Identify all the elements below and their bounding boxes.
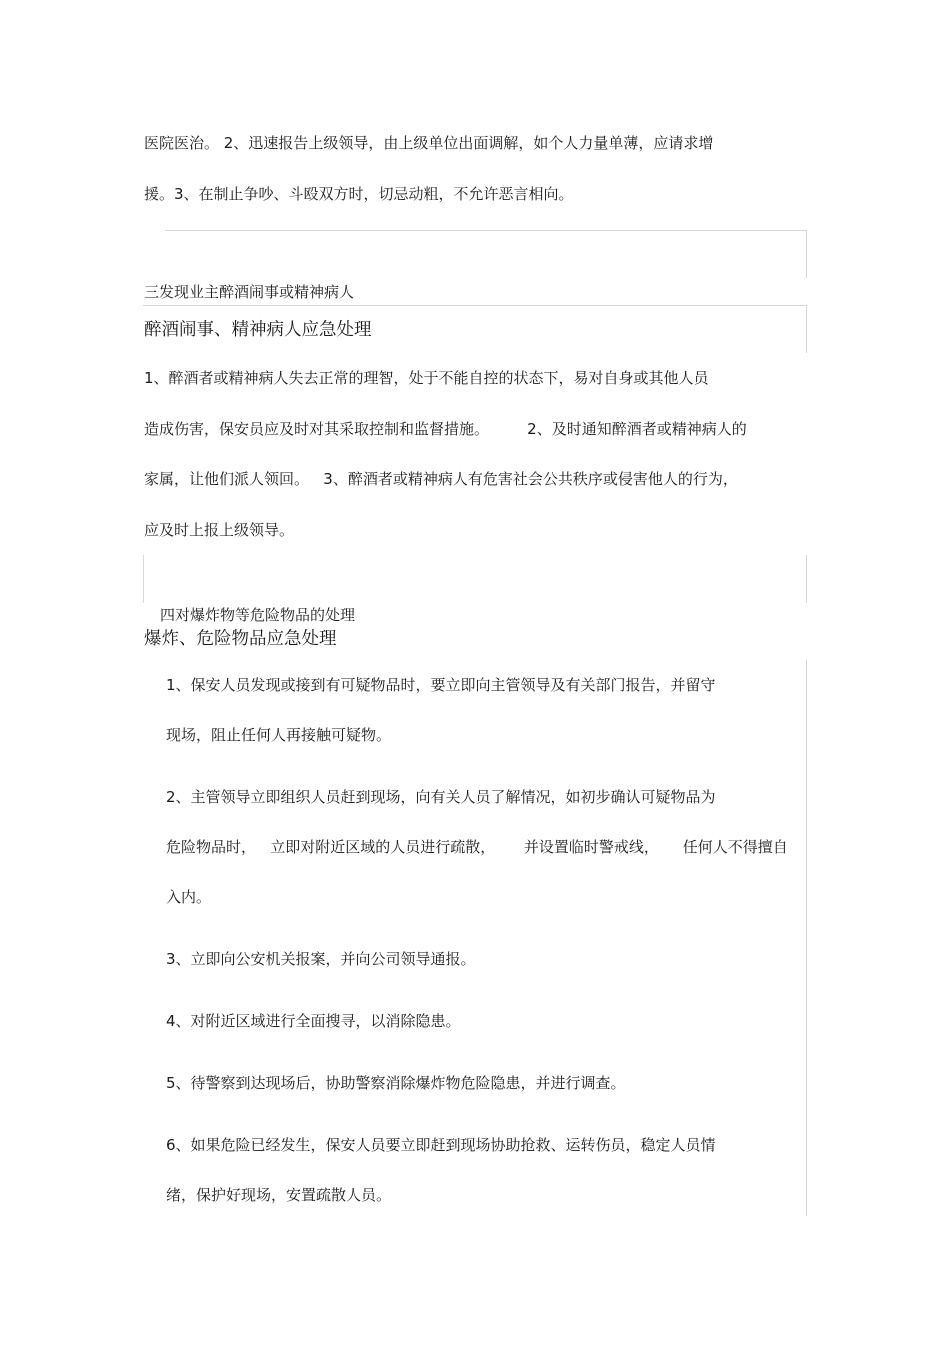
section-heading: 爆炸、危险物品应急处理	[144, 629, 337, 649]
list-item: 绪，保护好现场，安置疏散人员。	[166, 1186, 392, 1204]
table-rule	[806, 555, 807, 603]
body-line: 1、醉酒者或精神病人失去正常的理智，处于不能自控的状态下，易对自身或其他人员	[144, 369, 709, 387]
list-item: 1、保安人员发现或接到有可疑物品时，要立即向主管领导及有关部门报告，并留守	[166, 676, 716, 694]
section-title: 三发现业主醉酒闹事或精神病人	[144, 283, 355, 301]
body-line: 援。3、在制止争吵、斗殴双方时，切忌动粗，不允许恶言相向。	[144, 185, 574, 203]
list-item: 6、如果危险已经发生，保安人员要立即赶到现场协助抢救、运转伤员，稳定人员情	[166, 1136, 716, 1154]
section-title: 四对爆炸物等危险物品的处理	[160, 606, 356, 624]
table-rule	[806, 660, 807, 1216]
table-rule	[143, 555, 144, 603]
list-item: 4、对附近区域进行全面搜寻，以消除隐患。	[166, 1012, 461, 1030]
list-item: 3、立即向公安机关报案，并向公司领导通报。	[166, 950, 476, 968]
list-item: 现场，阻止任何人再接触可疑物。	[166, 726, 392, 744]
body-line: 家属，让他们派人领回。 3、醉酒者或精神病人有危害社会公共秩序或侵害他人的行为，	[144, 470, 738, 488]
table-rule	[165, 230, 807, 231]
body-line: 造成伤害，保安员应及时对其采取控制和监督措施。 2、及时通知醉酒者或精神病人的	[144, 420, 747, 438]
table-rule	[806, 305, 807, 353]
list-item: 5、待警察到达现场后，协助警察消除爆炸物危险隐患，并进行调查。	[166, 1074, 626, 1092]
list-item: 危险物品时， 立即对附近区域的人员进行疏散， 并设置临时警戒线， 任何人不得擅自	[166, 838, 788, 856]
list-item: 2、主管领导立即组织人员赶到现场，向有关人员了解情况，如初步确认可疑物品为	[166, 788, 716, 806]
body-line: 医院医治。 2、迅速报告上级领导，由上级单位出面调解，如个人力量单薄，应请求增	[144, 134, 714, 152]
table-rule	[806, 230, 807, 278]
body-line: 应及时上报上级领导。	[144, 521, 295, 539]
list-item: 入内。	[166, 888, 212, 906]
section-heading: 醉酒闹事、精神病人应急处理	[144, 320, 372, 340]
table-rule	[143, 305, 807, 306]
